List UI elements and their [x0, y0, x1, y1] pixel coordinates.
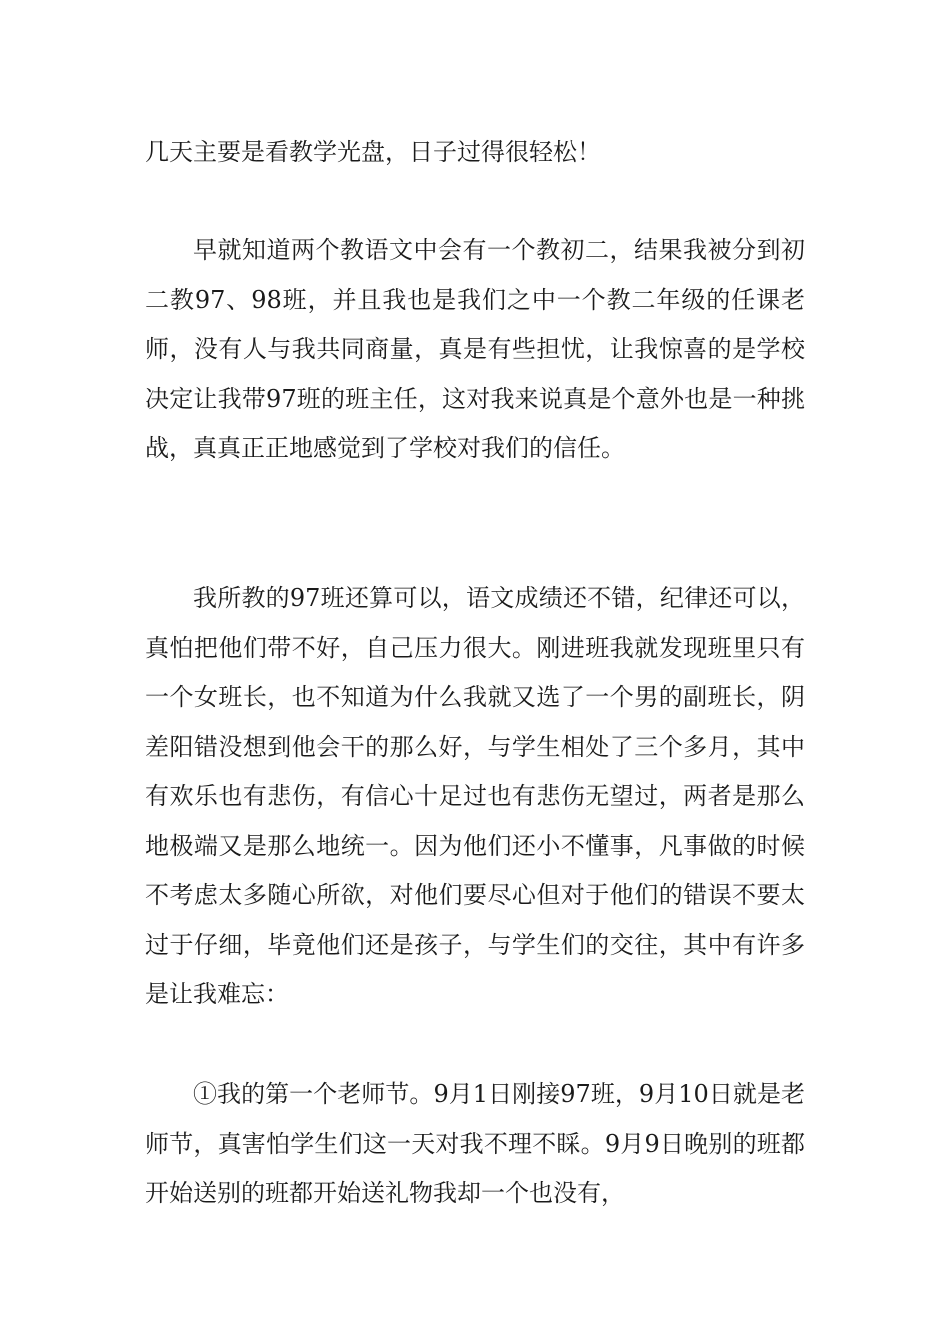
paragraph-teachers-day: ①我的第一个老师节。9月1日刚接97班，9月10日就是老师节，真害怕学生们这一天对我不理不睬。9月9日晚别的班都开始送别的班都开始送礼物我却一个也没有，: [145, 1080, 805, 1207]
paragraph-class-97: 我所教的97班还算可以，语文成绩还不错，纪律还可以，真怕把他们带不好，自己压力很大。刚进班我就发现班里只有一个女班长，也不知道为什么我就又选了一个男的副班长，阴差阳错没想到他会干的那么好，与学生相处了三个多月，其中有欢乐也有悲伤，有信心十足过也有悲伤无望过，两者是那么地极端又是那么地统一。因为他们还小不懂事，凡事做的时候不考虑太多随心所欲，对他们要尽心但对于他们的错误不要太过于仔细，毕竟他们还是孩子，与学生们的交往，其中有许多是让我难忘：: [145, 584, 805, 1008]
paragraph-class-assignment: 早就知道两个教语文中会有一个教初二，结果我被分到初二教97、98班，并且我也是我们之中一个教二年级的任课老师，没有人与我共同商量，真是有些担忧，让我惊喜的是学校决定让我带97班的班主任，这对我来说真是个意外也是一种挑战，真真正正地感觉到了学校对我们的信任。: [145, 236, 805, 462]
paragraph-continuation: 几天主要是看教学光盘，日子过得很轻松！: [145, 138, 601, 166]
